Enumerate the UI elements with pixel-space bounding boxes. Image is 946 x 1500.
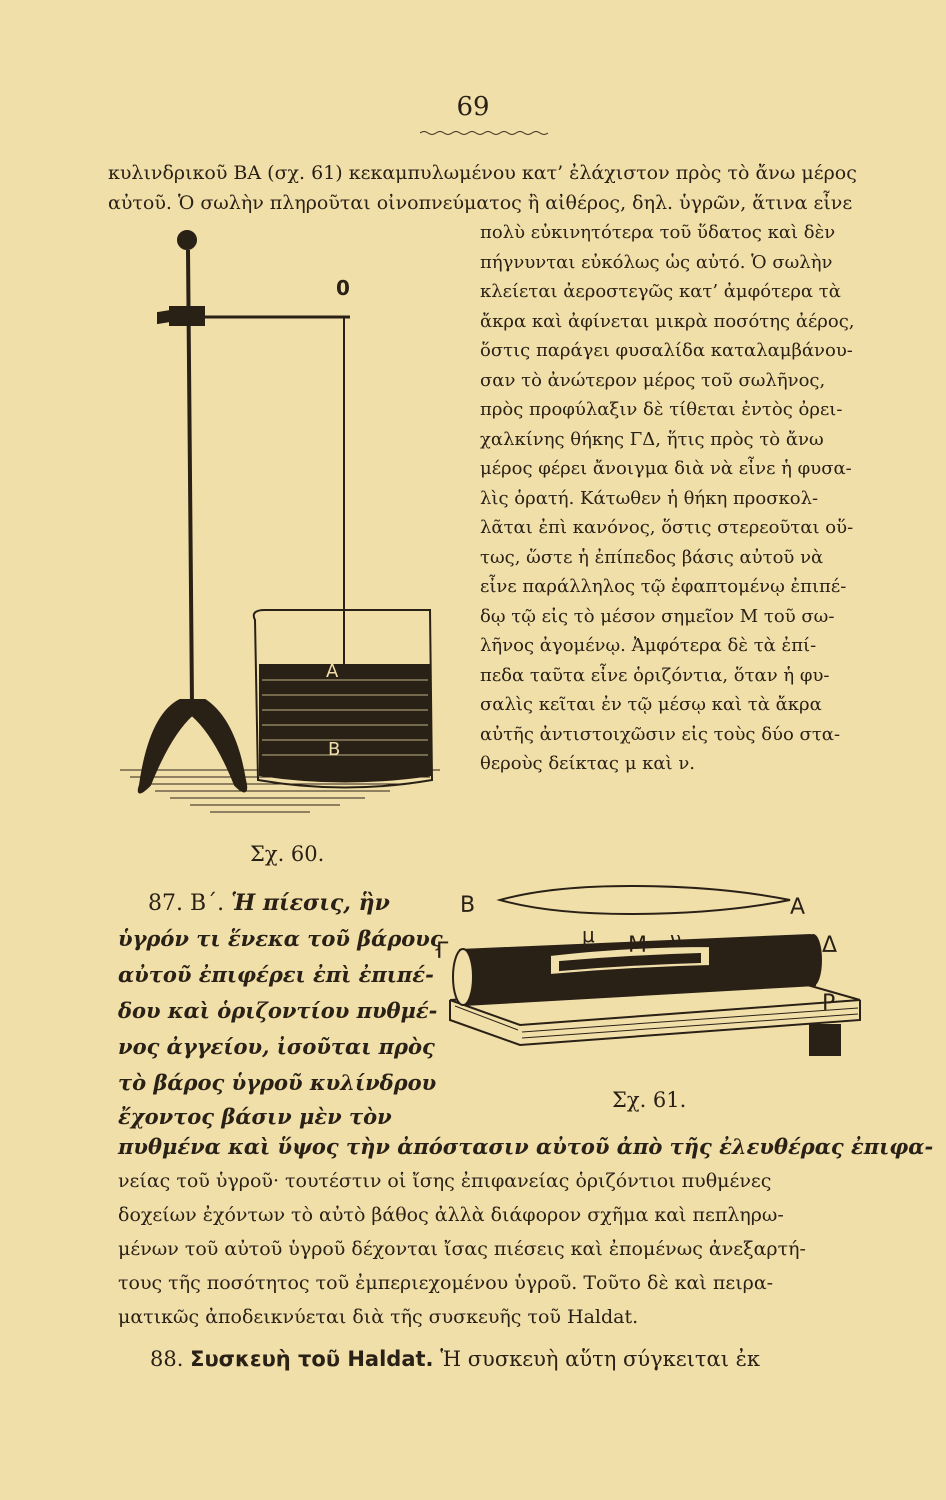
sec87-line-5: νος ἀγγείου, ἰσοῦται πρὸς: [118, 1034, 435, 1059]
right-column-line: κλείεται ἀεροστεγῶς κατ’ ἀμφότερα τὰ: [480, 281, 841, 302]
sec87-number: 87.: [148, 891, 183, 916]
right-column-line: ἄκρα καὶ ἀφίνεται μικρὰ ποσότης ἀέρος,: [480, 310, 855, 332]
fig60-label-a: Α: [326, 661, 339, 682]
right-column-line: λῆνος ἀγομένῳ. Ἀμφότερα δὲ τὰ ἐπί-: [480, 635, 817, 656]
fig61-label-nu: ν: [670, 927, 682, 951]
right-column-line: σαλὶς κεῖται ἐν τῷ μέσῳ καὶ τὰ ἄκρα: [480, 694, 822, 715]
sec88-number: 88.: [150, 1347, 184, 1371]
figure-61-spirit-level: [430, 880, 870, 1080]
ornamental-rule: [420, 130, 550, 136]
sec87-line-6: τὸ βάρος ὑγροῦ κυλίνδρου: [118, 1070, 437, 1095]
sec87-line-3: αὐτοῦ ἐπιφέρει ἐπὶ ἐπιπέ-: [118, 962, 434, 987]
right-column-line: χαλκίνης θήκης ΓΔ, ἥτις πρὸς τὸ ἄνω: [480, 428, 824, 450]
bottom-line-1: πυθμένα καὶ ὕψος τὴν ἀπόστασιν αὐτοῦ ἀπὸ τῆς ἐλευθέρας ἐπιφα-: [118, 1134, 934, 1159]
fig60-caption: Σχ. 60.: [250, 842, 325, 866]
right-column-line: δῳ τῷ εἰς τὸ μέσον σημεῖον Μ τοῦ σω-: [480, 605, 835, 627]
fig61-label-M: Μ: [628, 933, 647, 958]
fig61-label-B: Β: [460, 893, 476, 918]
fig61-label-A: Α: [790, 895, 806, 920]
fig61-caption: Σχ. 61.: [612, 1088, 687, 1112]
top-line-2: αὐτοῦ. Ὁ σωλὴν πληροῦται οἰνοπνεύματος ἢ αἰθέρος, δηλ. ὑγρῶν, ἅτινα εἶνε: [108, 192, 853, 214]
right-column-line: λᾶται ἐπὶ κανόνος, ὅστις στερεοῦται οὕ-: [480, 517, 854, 538]
right-column-line: αὐτῆς ἀντιστοιχῶσιν εἰς τοὺς δύο στα-: [480, 723, 841, 745]
right-column-line: πρὸς προφύλαξιν δὲ τίθεται ἐντὸς ὀρει-: [480, 399, 843, 420]
sec87-line-7: ἔχοντος βάσιν μὲν τὸν: [118, 1104, 392, 1129]
fig61-label-G: Γ: [436, 939, 449, 964]
right-column-line: λὶς ὁρατή. Κάτωθεν ἡ θήκη προσκολ-: [480, 487, 819, 509]
right-column-line: σαν τὸ ἀνώτερον μέρος τοῦ σωλῆνος,: [480, 369, 826, 391]
fig61-label-mu: μ: [582, 923, 595, 947]
sec87-letter: Β΄.: [190, 891, 225, 916]
bottom-line-5: τους τῆς ποσότητος τοῦ ἐμπεριεχομένου ὑγροῦ. Τοῦτο δὲ καὶ πειρα-: [118, 1272, 774, 1294]
fig61-label-R: Ρ: [822, 991, 836, 1016]
bottom-line-6: ματικῶς ἀποδεικνύεται διὰ τῆς συσκευῆς τοῦ Haldat.: [118, 1306, 639, 1328]
sec87-line-4: δου καὶ ὁριζοντίου πυθμέ-: [118, 998, 438, 1023]
right-column-line: μέρος φέρει ἄνοιγμα διὰ νὰ εἶνε ἡ φυσα-: [480, 458, 852, 479]
right-column-line: πήγνυνται εὐκόλως ὡς αὐτό. Ὁ σωλὴν: [480, 251, 833, 273]
right-column-line: πεδα ταῦτα εἶνε ὁριζόντια, ὅταν ἡ φυ-: [480, 664, 830, 686]
sec88-line: [150, 1344, 760, 1374]
page-number: 69: [456, 92, 490, 122]
sec87-line-2: ὑγρόν τι ἕνεκα τοῦ βάρους: [118, 926, 443, 951]
fig61-label-D: Δ: [822, 933, 838, 958]
right-column-line: πολὺ εὐκινητότερα τοῦ ὕδατος καὶ δὲν: [480, 222, 836, 243]
sec87-heading: [148, 888, 390, 919]
top-line-1: κυλινδρικοῦ ΒΑ (σχ. 61) κεκαμπυλωμένου κατ’ ἐλάχιστον πρὸς τὸ ἄνω μέρος: [108, 162, 857, 184]
sec88-text: Ἡ συσκευὴ αὕτη σύγκειται ἐκ: [440, 1347, 760, 1371]
right-column-line: εἶνε παράλληλος τῷ ἐφαπτομένῳ ἐπιπέ-: [480, 576, 847, 597]
bottom-line-3: δοχείων ἐχόντων τὸ αὐτὸ βάθος ἀλλὰ διάφορον σχῆμα καὶ πεπληρω-: [118, 1204, 784, 1226]
figure-60-stand-and-beaker: [110, 225, 470, 825]
bottom-line-2: νείας τοῦ ὑγροῦ· τουτέστιν οἱ ἴσης ἐπιφανείας ὁριζόντιοι πυθμένες: [118, 1170, 772, 1192]
bottom-line-4: μένων τοῦ αὐτοῦ ὑγροῦ δέχονται ἴσας πιέσεις καὶ ἐπομένως ἀνεξαρτή-: [118, 1238, 806, 1260]
right-column-line: τως, ὥστε ἡ ἐπίπεδος βάσις αὐτοῦ νὰ: [480, 546, 824, 568]
sec87-line-1: Ἡ πίεσις, ἣν: [231, 890, 390, 916]
sec88-title: Συσκευὴ τοῦ Haldat.: [190, 1347, 434, 1371]
right-column-line: ὅστις παράγει φυσαλίδα καταλαμβάνου-: [480, 340, 853, 361]
fig60-label-o: 0: [336, 276, 350, 300]
fig60-label-b: Β: [328, 739, 341, 760]
right-column-line: θεροὺς δείκτας μ καὶ ν.: [480, 753, 695, 774]
